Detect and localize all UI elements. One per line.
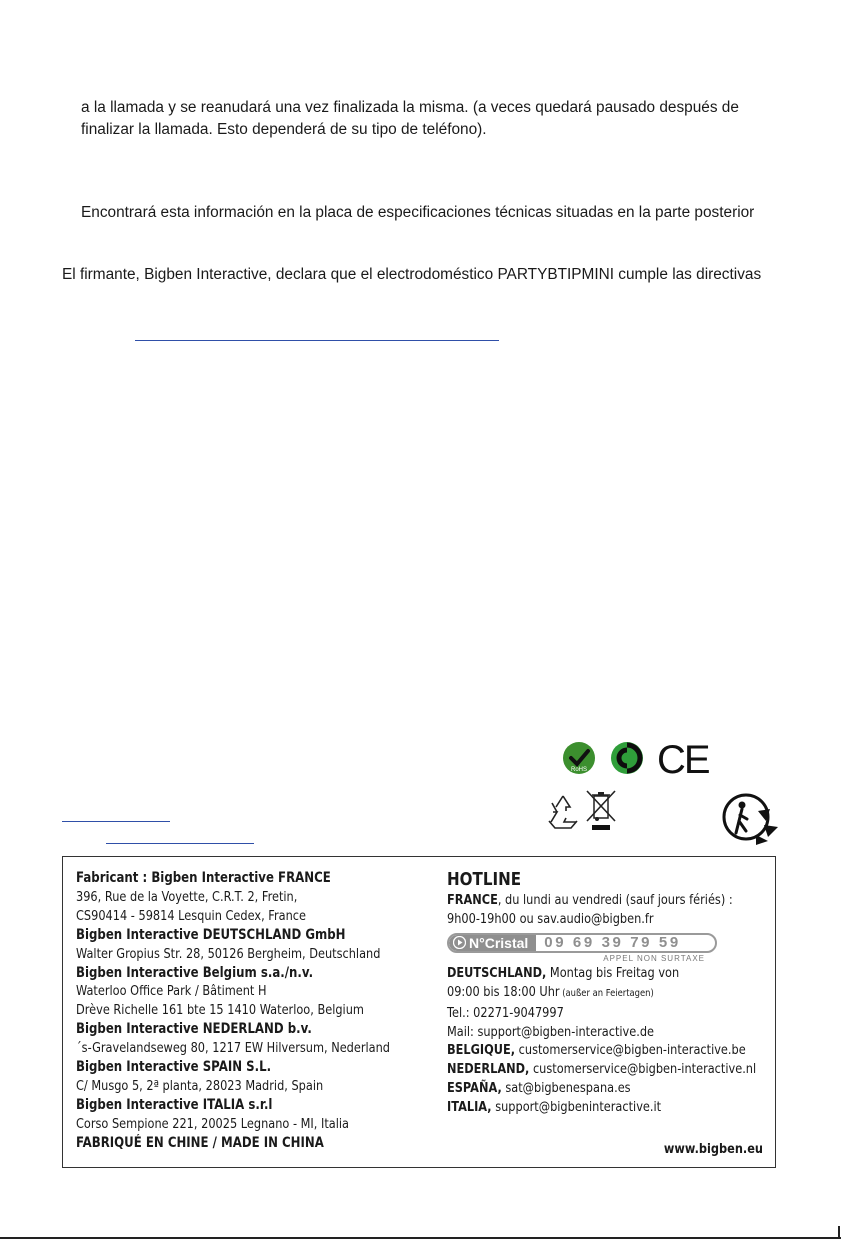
de-hours: [447, 983, 716, 1004]
france-hours: 9h00-19h00 ou sav.audio@bigben.fr: [447, 910, 654, 927]
address-line: Walter Gropius Str. 28, 50126 Bergheim, Deutschland: [76, 945, 381, 962]
hotline-section: [447, 869, 767, 1117]
company-name: Bigben Interactive ITALIA s.r.l: [76, 1096, 273, 1113]
it-text: support@bigbeninteractive.it: [491, 1099, 662, 1116]
ce-mark-icon: CE: [657, 738, 709, 782]
hotline-france: [447, 891, 733, 910]
address-line: C/ Musgo 5, 2ª planta, 28023 Madrid, Spain: [76, 1077, 324, 1094]
body-text-line: a la llamada y se reanudará una vez finalizada la misma. (a veces quedará pausado después de: [81, 99, 739, 116]
address-line: CS90414 - 59814 Lesquin Cedex, France: [76, 907, 307, 924]
play-icon: [453, 936, 466, 949]
address-line: 396, Rue de la Voyette, C.R.T. 2, Fretin,: [76, 888, 298, 905]
body-text-line: Encontrará esta información en la placa de especificaciones técnicas situadas en la parte posterior: [81, 204, 755, 221]
company-name: Fabricant : Bigben Interactive FRANCE: [76, 870, 331, 886]
nl-label: NEDERLAND,: [447, 1061, 530, 1078]
page-bottom-rule: [0, 1237, 841, 1239]
triman-icon: [722, 791, 780, 849]
hotline-it: [447, 1098, 716, 1117]
be-text: customerservice@bigben-interactive.be: [515, 1042, 746, 1059]
company-name: Bigben Interactive SPAIN S.L.: [76, 1059, 272, 1076]
rohs-label: RoHS: [570, 767, 588, 773]
green-dot-icon: [609, 740, 645, 776]
address-line: Corso Sempione 221, 20025 Legnano - MI, Italia: [76, 1115, 349, 1132]
cristal-banner: [447, 933, 717, 953]
declaration-link[interactable]: [135, 340, 499, 341]
de-text: Montag bis Freitag von: [546, 964, 680, 981]
recycle-icon: [543, 792, 583, 832]
de-hours-text: 09:00 bis 18:00 Uhr: [447, 983, 560, 1000]
hotline-title: HOTLINE: [447, 869, 522, 890]
company-name: Bigben Interactive DEUTSCHLAND GmbH: [76, 926, 346, 943]
it-label: ITALIA,: [447, 1099, 492, 1116]
page-corner-tick: [838, 1226, 840, 1238]
address-line: Waterloo Office Park / Bâtiment H: [76, 983, 267, 1000]
declaration-line: El firmante, Bigben Interactive, declara que el electrodoméstico PARTYBTIPMINI cumple las directivas: [62, 266, 762, 283]
es-text: sat@bigbenespana.es: [501, 1080, 631, 1097]
de-mail: Mail: support@bigben-interactive.de: [447, 1023, 655, 1040]
address-line: ´s-Gravelandseweg 80, 1217 EW Hilversum, Nederland: [76, 1040, 391, 1057]
rohs-icon: [562, 741, 600, 775]
website-link-2[interactable]: [106, 843, 254, 844]
contact-box: [62, 856, 776, 1168]
company-name: Bigben Interactive NEDERLAND b.v.: [76, 1021, 312, 1038]
company-name: FABRIQUÉ EN CHINE / MADE IN CHINA: [76, 1134, 324, 1151]
hotline-nl: [447, 1060, 757, 1079]
hotline-de: [447, 964, 716, 983]
france-text: , du lundi au vendredi (sauf jours fériés) :: [497, 892, 733, 908]
cristal-number: 09 69 39 79 59: [544, 934, 681, 952]
hotline-es: [447, 1079, 716, 1098]
address-line: Drève Richelle 161 bte 15 1410 Waterloo, Belgium: [76, 1002, 364, 1019]
cristal-note: APPEL NON SURTAXE: [603, 953, 705, 963]
be-label: BELGIQUE,: [447, 1042, 516, 1059]
manufacturer-addresses: [76, 869, 436, 1153]
body-text-line: finalizar la llamada. Esto dependerá de su tipo de teléfono).: [81, 121, 487, 138]
hotline-be: [447, 1041, 746, 1060]
weee-bin-icon: [584, 788, 618, 832]
de-tel: Tel.: 02271-9047997: [447, 1004, 564, 1021]
cristal-label: N°Cristal: [469, 934, 529, 951]
website-url[interactable]: www.bigben.eu: [663, 1141, 763, 1157]
de-label: DEUTSCHLAND,: [447, 964, 547, 981]
company-name: Bigben Interactive Belgium s.a./n.v.: [76, 964, 314, 981]
es-label: ESPAÑA,: [447, 1080, 502, 1097]
cristal-label-box: [449, 935, 536, 951]
nl-text: customerservice@bigben-interactive.nl: [529, 1061, 757, 1078]
de-holiday: (außer an Feiertagen): [559, 987, 654, 999]
france-label: FRANCE: [447, 892, 498, 908]
website-link-1[interactable]: [62, 821, 170, 822]
